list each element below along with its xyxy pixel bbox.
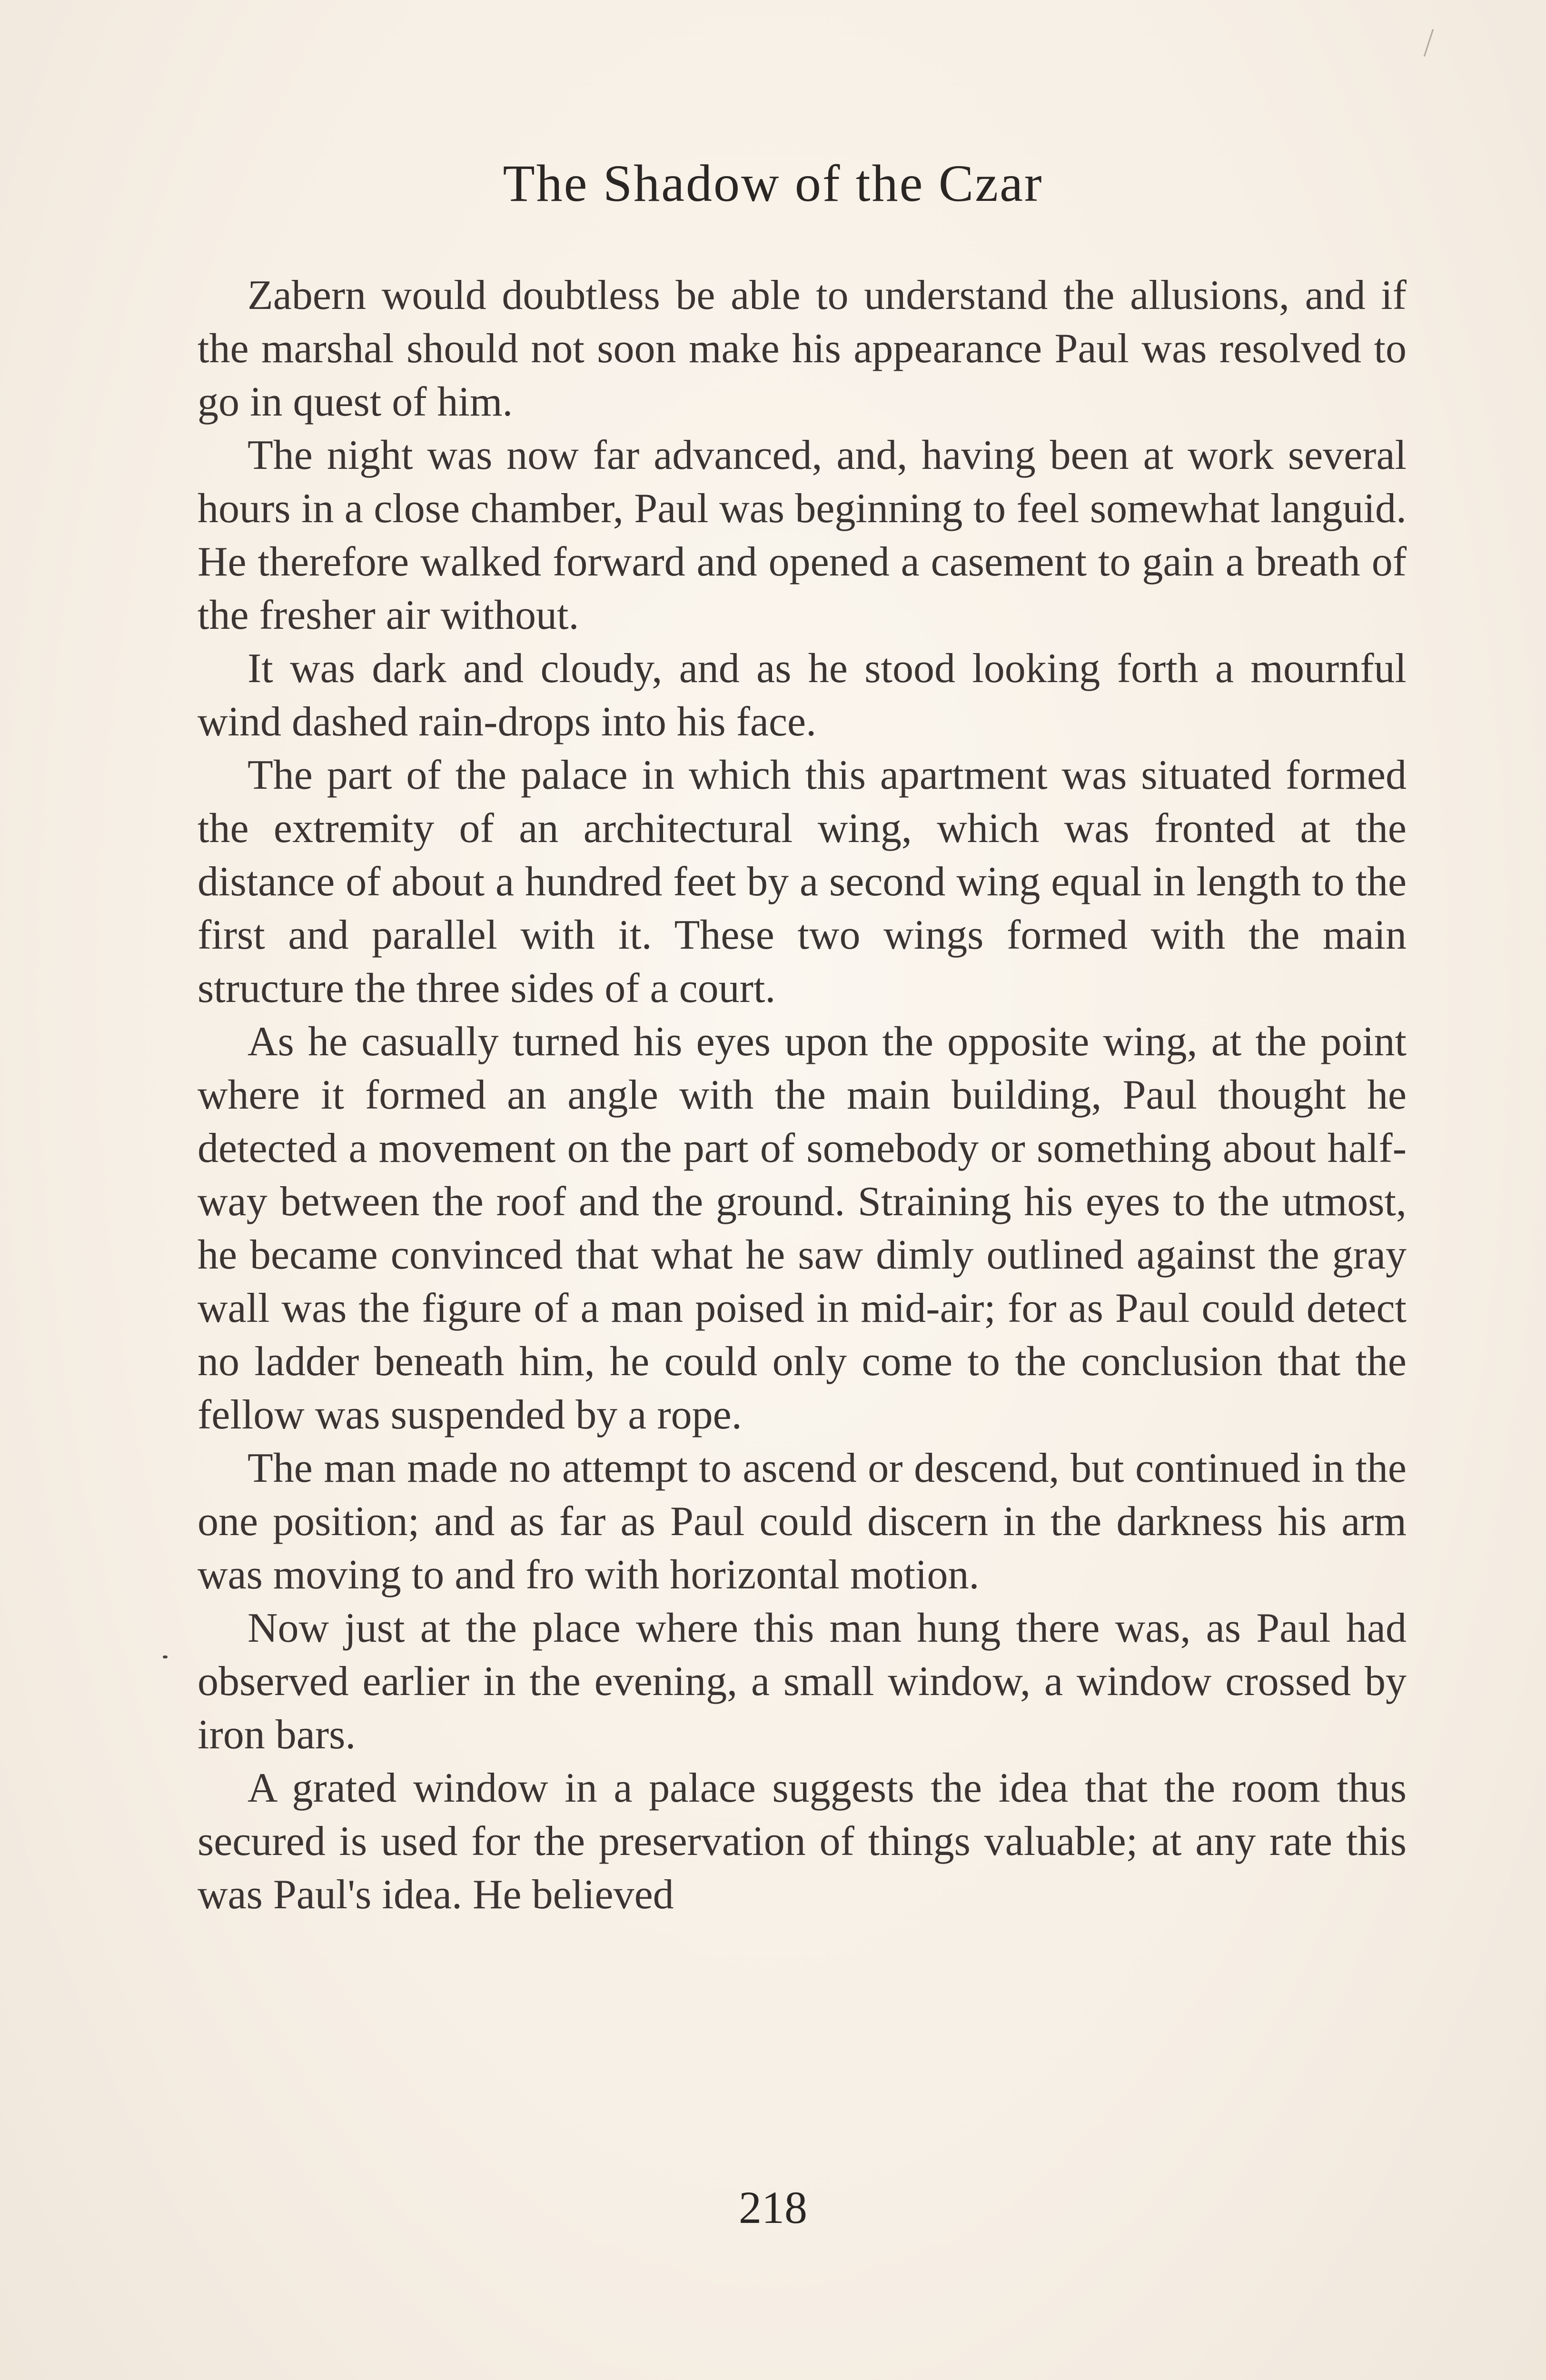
paragraph-8: A grated window in a palace suggests the idea that the room thus secured is used for the preservation of things valuable; at any rate this was Paul's idea. He believed xyxy=(198,1765,1407,1918)
paragraph-5: As he casually turned his eyes upon the opposite wing, at the point where it formed an angle with the main building, Paul thought he detected a movement on the part of somebody or something about half-way between the roof and the ground. Straining his eyes to the utmost, he became convinced that what he saw dimly outlined against the gray wall was the figure of a man poised in mid-air; for as Paul could detect no ladder beneath him, he could only come to the conclusion that the fellow was suspended by a rope. xyxy=(198,1019,1407,1438)
paragraph-2: The night was now far advanced, and, having been at work several hours in a close chamber, Paul was beginning to feel somewhat languid. He therefore walked forward and opened a casement to gain a breath of the fresher air without. xyxy=(198,432,1407,638)
paragraph-7: Now just at the place where this man hung there was, as Paul had observed earlier in the evening, a small window, a window crossed by iron bars. xyxy=(198,1605,1407,1758)
paper-scratch-mark xyxy=(1424,29,1434,57)
margin-ink-dot xyxy=(163,1656,168,1658)
running-head-title: The Shadow of the Czar xyxy=(503,154,1043,212)
body-text xyxy=(198,269,1407,1922)
paragraph-1: Zabern would doubtless be able to understand the allusions, and if the marshal should not soon make his appearance Paul was resolved to go in quest of him. xyxy=(198,272,1407,425)
paragraph-6: The man made no attempt to ascend or descend, but continued in the one position; and as far as Paul could discern in the darkness his arm was moving to and fro with horizontal motion. xyxy=(198,1445,1407,1598)
page-number: 218 xyxy=(739,2182,807,2233)
paragraph-3: It was dark and cloudy, and as he stood looking forth a mournful wind dashed rain-drops into his face. xyxy=(198,645,1407,745)
paragraph-4: The part of the palace in which this apartment was situated formed the extremity of an architectural wing, which was fronted at the distance of about a hundred feet by a second wing equal in length to the first and parallel with it. These two wings formed with the main structure the three sides of a court. xyxy=(198,752,1407,1012)
